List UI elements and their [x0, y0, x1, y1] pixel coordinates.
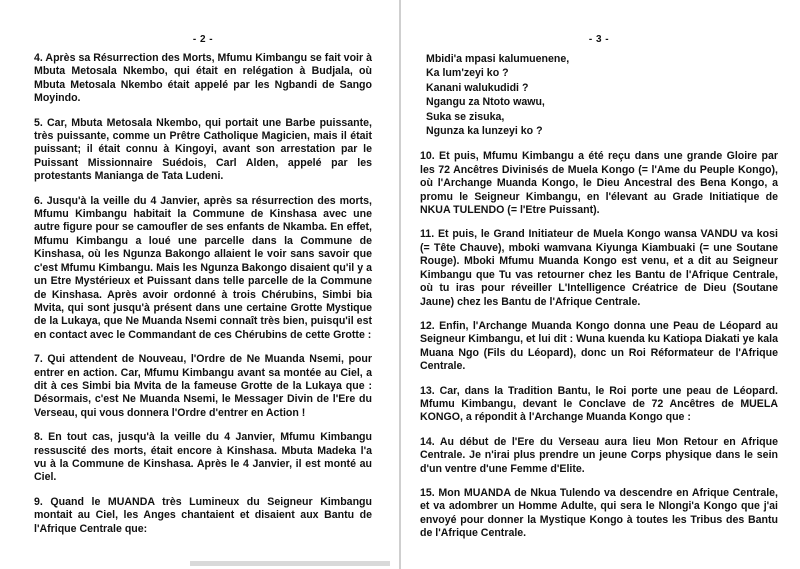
- verse-line: Mbidi'a mpasi kalumuenene,: [426, 53, 570, 65]
- paragraph-7: 7. Qui attendent de Nouveau, l'Ordre de Ne Muanda Nsemi, pour entrer en action. Car, Mfumu Kimbangu avant sa montée au Ciel, a dit à ces Simbi bia Mvita de la fameuse Grotte de la Lukaya que : Désormais, c'est Ne Muanda Nsemi, le Messager Divin de l'Ere du Verseau, qui vous donnera l'Ordre d'entrer en Action !: [34, 353, 372, 419]
- verse-line: Ngangu za Ntoto wawu,: [426, 96, 545, 109]
- verse-line: Kanani walukudidi ?: [426, 81, 529, 94]
- paragraph-8: 8. En tout cas, jusqu'à la veille du 4 Janvier, Mfumu Kimbangu ressuscité des morts, était encore à Kinshasa. Mbuta Madeka l'a vu à la Commune de Kinshasa. Après le 4 Janvier, il est monté au Ciel.: [34, 431, 372, 484]
- verse-line: Suka se zisuka,: [426, 110, 505, 123]
- page-number-right: - 3 -: [588, 34, 610, 45]
- paragraph-12: 12. Enfin, l'Archange Muanda Kongo donna une Peau de Léopard au Seigneur Kimbangu, et lui dit : Wuna kuenda ku Katiopa Diakati ye kala Muana Ngo (Fils du Léopard), donc un Roi Réformateur de l'Afrique Centrale.: [420, 319, 778, 373]
- page-number-left: - 2 -: [192, 34, 214, 45]
- right-page: [400, 0, 800, 569]
- paragraph-10: 10. Et puis, Mfumu Kimbangu a été reçu dans une grande Gloire par les 72 Ancêtres Divinisés de Muela Kongo (= l'Ame du Peuple Kongo), où l'Archange Muanda Kongo, le Dieu Ancestral des Bena Kongo, a promu le Seigneur Kimbangu, en l'élevant au Grade Initiatique de NKUA TULENDO (= l'Etre Puissant).: [420, 150, 778, 217]
- paragraph-15: 15. Mon MUANDA de Nkua Tulendo va descendre en Afrique Centrale, et va adombrer un Homme Adulte, qui sera le Nlongi'a Kongo que j'ai envoyé pour donner la Mystique Kongo à toutes les Tribus des Bantu de l'Afrique Centrale.: [420, 486, 778, 540]
- paragraph-6: 6. Jusqu'à la veille du 4 Janvier, après sa résurrection des morts, Mfumu Kimbangu habitait la Commune de Kinshasa avec une autre figure pour se camoufler de ses enfants de Nkamba. En effet, Mfumu Kimbangu a loué une parcelle dans la Commune de Kinshasa, où les Ngunza Bakongo allaient le voir sans savoir que c'est Mfumu Kimbangu. Mais les Ngunza Bakongo disaient qu'il y a un Etre Mystérieux et Puissant dans telle parcelle de la Commune de Kinshasa. Après avoir ordonné à trois Chérubins, Simbi bia Mvita, qui sont jusqu'à présent dans une certaine Grotte Mystique de la Lukaya, que Ne Muanda Nsemi connaît très bien, puisqu'il est en contact avec le Commandant de ces Chérubins de cette Grotte :: [34, 194, 372, 341]
- paragraph-13: 13. Car, dans la Tradition Bantu, le Roi porte une peau de Léopard. Mfumu Kimbangu, devant le Conclave de 72 Ancêtres de MUELA KONGO, a répondit à l'Archange Muanda Kongo que :: [420, 384, 778, 424]
- verse-line: Ngunza ka lunzeyi ko ?: [426, 125, 543, 138]
- bleed-through-text: [190, 561, 390, 566]
- song-verse: [426, 52, 778, 138]
- paragraph-14: 14. Au début de l'Ere du Verseau aura lieu Mon Retour en Afrique Centrale. Je n'irai plus prendre un jeune Corps physique dans le sein d'un ventre d'une Femme d'Elite.: [420, 435, 778, 475]
- verse-line: Ka lum'zeyi ko ?: [426, 67, 509, 80]
- paragraph-5: 5. Car, Mbuta Metosala Nkembo, qui portait une Barbe puissante, très puissante, comme un Prêtre Catholique Magicien, mais il était puissant; il était connu à Kingoyi, avant son arrestation par le Puissant Missionnaire Suédois, Carl Alden, appelé par les protestants Manianga de Tata Ludeni.: [34, 116, 372, 183]
- paragraph-11: 11. Et puis, le Grand Initiateur de Muela Kongo wansa VANDU va kosi (= Tête Chauve), mboki wamvana Kiyunga Kiambuaki (= une Soutane Rouge). Mboki Mfumu Muanda Kongo est venu, et a dit au Seigneur Kimbangu que Tu vas retourner chez les Bantu de l'Afrique Centrale, où tu iras pour réveiller L'Intelligence Créatrice de Dieu (Soutane Jaune) chez les Bantu de l'Afrique Centrale.: [420, 228, 778, 308]
- paragraph-9: 9. Quand le MUANDA très Lumineux du Seigneur Kimbangu montait au Ciel, les Anges chantaient et disaient aux Bantu de l'Afrique Centrale que:: [34, 495, 372, 535]
- paragraph-4: 4. Après sa Résurrection des Morts, Mfumu Kimbangu se fait voir à Mbuta Metosala Nkembo, qui était en relégation à Budjala, où Mbuta Metosala Nkembo était appelé par les Ngbandi de Sango Moyindo.: [34, 52, 372, 105]
